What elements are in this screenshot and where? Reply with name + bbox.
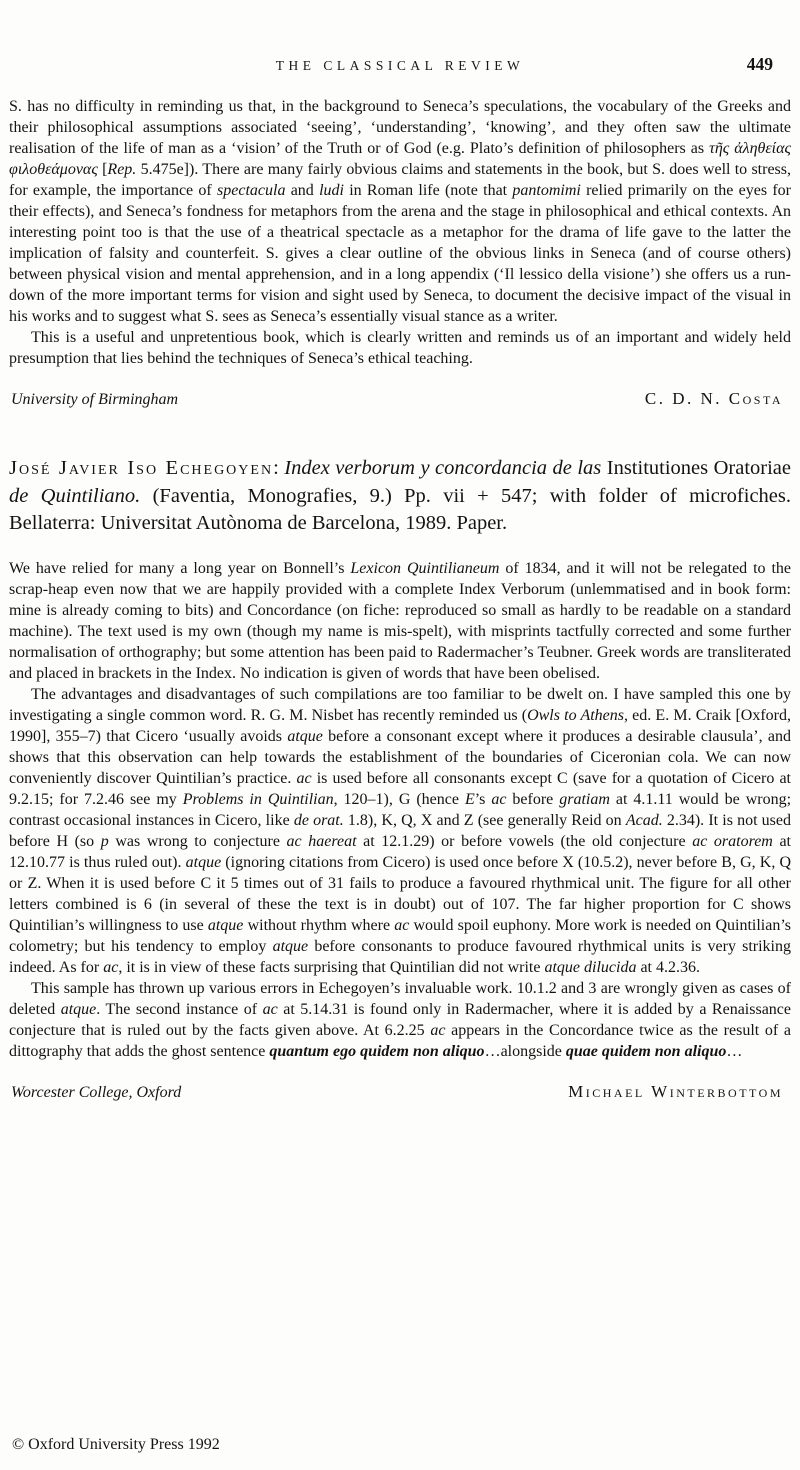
text-segment: . The second instance of <box>96 1000 263 1018</box>
text-segment: ac <box>296 769 312 787</box>
text-segment: ac oratorem <box>692 832 773 850</box>
text-segment: … <box>726 1042 743 1060</box>
review-heading <box>9 455 791 538</box>
text-segment: quantum ego quidem non aliquo <box>269 1042 485 1060</box>
text-segment: : <box>273 457 285 479</box>
text-segment: quae quidem non aliquo <box>565 1042 727 1060</box>
text-segment: before <box>506 790 560 808</box>
text-segment: before consonants to produce favoured rhythmical units is very striking indeed. As for <box>9 937 792 976</box>
paragraph <box>9 558 791 684</box>
text-segment: , 120–1), G (hence <box>333 790 465 808</box>
text-segment: Acad. <box>625 811 663 829</box>
institution: Worcester College, Oxford <box>11 1083 182 1101</box>
text-segment: , it is in view of these facts surprising that Quintilian did not write <box>118 958 545 976</box>
text-segment: Institutiones Oratoriae <box>606 457 791 479</box>
text-segment: Rep. <box>107 161 137 178</box>
text-segment: relied primarily on the eyes for their effects), and Seneca’s fondness for metaphors from the arena and the stage in philosophical and ethical contexts. An interesting point too is that the use of a theatrical spectacle as a metaphor for the drama of life gave to the latter the implication of falsity and counterfeit. S. gives a clear outline of the obvious links in Seneca (and of course others) between physical vision and mental apprehension, and in a long appendix (‘Il lessico della visione’) she offers us a run-down of the more important terms for vision and sight used by Seneca, to document the decisive impact of the visual in his works and to suggest what S. sees as Seneca’s essentially visual stance as a writer. <box>9 182 791 325</box>
reviewer-name: Michael Winterbottom <box>568 1081 783 1101</box>
text-segment: at 12.1.29) or before vowels (the old conjecture <box>356 832 693 850</box>
text-segment: at 12.10.77 is thus ruled out). <box>9 832 791 871</box>
text-segment: Owls to Athens <box>527 706 624 724</box>
text-segment: ac <box>430 1021 446 1039</box>
reviewer-name: C. D. N. Costa <box>644 389 783 408</box>
text-segment: atque <box>287 727 323 745</box>
paragraph <box>9 978 791 1062</box>
text-segment: 5.475e]). There are many fairly obvious claims and statements in the book, but S. does well to stress, for example, the importance of <box>9 161 792 199</box>
text-segment: p <box>100 832 109 850</box>
text-segment: Index verborum y concordancia de las <box>284 457 607 479</box>
text-segment: ’s <box>474 790 492 808</box>
text-segment: ac haereat <box>286 832 357 850</box>
text-segment: [ <box>97 161 108 178</box>
paragraph <box>9 327 791 369</box>
text-segment: 1.8), K, Q, X and Z (see generally Reid on <box>343 811 626 829</box>
journal-title: THE CLASSICAL REVIEW <box>275 58 525 73</box>
text-segment: would spoil euphony. More work is needed on Quintilian’s colometry; but his tendency to employ <box>9 916 792 955</box>
signature <box>9 1082 791 1102</box>
text-segment: and <box>285 182 320 199</box>
review-body <box>9 96 791 369</box>
text-segment: atque <box>207 916 244 934</box>
text-segment: atque <box>60 1000 97 1018</box>
text-segment: before a consonant except where it produces a desirable clausula’, and shows that this observation can help towards the establishment of the boundaries of Ciceronian cola. We can now conveniently discover Quintilian’s practice. <box>9 727 791 787</box>
text-segment: José Javier Iso Echegoyen <box>9 457 274 479</box>
page-footer <box>12 1436 220 1454</box>
text-segment: appears in the Concordance twice as the result of a dittography that adds the ghost sentence <box>9 1021 791 1060</box>
review-costa <box>9 96 791 409</box>
text-segment: atque <box>185 853 222 871</box>
text-segment: atque dilucida <box>544 958 637 976</box>
institution: University of Birmingham <box>11 391 179 408</box>
text-segment: This is a useful and unpretentious book, which is clearly written and reminds us of an important and widely held presumption that lies behind the techniques of Seneca’s ethical teaching. <box>9 329 791 367</box>
text-segment: ac <box>394 916 410 934</box>
text-segment: at 5.14.31 is found only in Radermacher, where it is added by a Renaissance conjecture that is ruled out by the facts given above. At 6.2.25 <box>9 1000 792 1039</box>
page-header <box>9 54 791 80</box>
text-segment: in Roman life (note that <box>343 182 513 199</box>
text-segment: pantomimi <box>512 182 581 199</box>
text-segment: ludi <box>319 182 344 199</box>
text-segment: de orat. <box>293 811 344 829</box>
text-segment: (ignoring citations from Cicero) is used once before X (10.5.2), never before B, G, K, Q or Z. When it is used before C it 5 times out of 31 fails to produce a favoured rhythmical unit. The figure for all other letters combined is 6 (in several of these the text is in doubt) out of 107. The far higher proportion for C shows Quintilian’s willingness to use <box>9 853 791 934</box>
text-segment: Lexicon Quintilianeum <box>350 559 500 577</box>
text-segment: ac <box>491 790 507 808</box>
text-segment: de Quintiliano. <box>9 484 141 507</box>
text-segment: atque <box>272 937 309 955</box>
text-segment: 2.34). It is not used before H (so <box>9 811 792 850</box>
review-body <box>9 558 791 1062</box>
text-segment: was wrong to conjecture <box>108 832 287 850</box>
copyright-notice: © Oxford University Press 1992 <box>12 1436 220 1453</box>
signature <box>9 389 791 409</box>
text-segment: (Faventia, Monografies, 9.) Pp. vii + 547; with folder of microfiches. Bellaterra: Universitat Autònoma de Barcelona, 1989. Paper. <box>9 484 791 534</box>
paragraph <box>9 96 791 327</box>
text-segment: is used before all consonants except C (save for a quotation of Cicero at 9.2.15; for 7.2.46 see my <box>9 769 791 808</box>
text-segment: of 1834, and it will not be relegated to the scrap-heap even now that we are happily provided with a complete Index Verborum (unlemmatised and in book form: mine is already coming to bits) and Concordance (on fiche: reproduced so small as hardly to be readable on a standard machine). The text used is my own (though my name is mis-spelt), with misprints tactfully corrected and some further normalisation of orthography; but some attention has been paid to Radermacher’s Teubner. Greek words are transliterated and placed in brackets in the Index. No indication is given of words that have been obelised. <box>9 559 791 682</box>
text-segment: The advantages and disadvantages of such compilations are too familiar to be dwelt on. I have sampled this one by investigating a single common word. R. G. M. Nisbet has recently reminded us ( <box>9 685 791 724</box>
text-segment: at 4.1.11 would be wrong; contrast occasional instances in Cicero, like <box>9 790 792 829</box>
text-segment: Problems in Quintilian <box>182 790 334 808</box>
text-segment: at 4.2.36. <box>636 958 700 976</box>
text-segment: spectacula <box>217 182 286 199</box>
paragraph <box>9 684 791 978</box>
text-segment: , ed. E. M. Craik [Oxford, 1990], 355–7) that Cicero ‘usually avoids <box>9 706 792 745</box>
text-segment: S. has no difficulty in reminding us that, in the background to Seneca’s speculations, the vocabulary of the Greeks and their philosophical assumptions associated ‘seeing’, ‘understanding’, ‘knowing’, and they often saw the ultimate realisation of the life of man as a ‘vision’ of the Truth or of God (e.g. Plato’s definition of philosophers as <box>9 98 791 157</box>
text-segment: ac <box>262 1000 278 1018</box>
text-segment: without rhythm where <box>243 916 395 934</box>
page-number: 449 <box>746 54 773 74</box>
text-segment: ac <box>103 958 119 976</box>
text-segment: E <box>464 790 475 808</box>
text-segment: gratiam <box>559 790 610 808</box>
review-winterbottom <box>9 455 791 1102</box>
text-segment: …alongside <box>484 1042 566 1060</box>
text-segment: τῆς ἀληθείας φιλοθεάμονας <box>9 140 792 178</box>
text-segment: We have relied for many a long year on Bonnell’s <box>9 559 351 577</box>
text-segment: This sample has thrown up various errors in Echegoyen’s invaluable work. 10.1.2 and 3 are wrongly given as cases of deleted <box>9 979 791 1018</box>
